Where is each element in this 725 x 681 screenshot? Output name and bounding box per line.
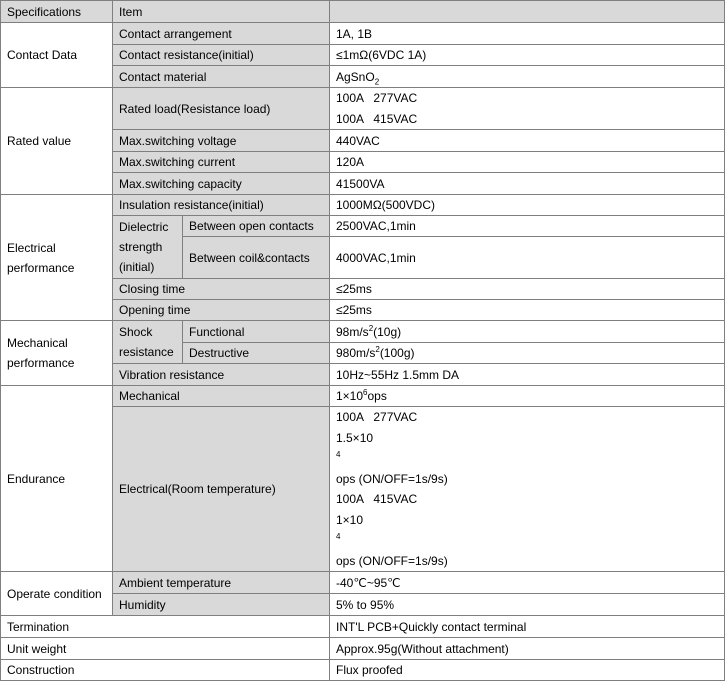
destructive-value bbox=[330, 343, 725, 364]
functional-value-sup: 2 bbox=[368, 323, 374, 333]
mechanical-endurance-post: ops bbox=[367, 389, 387, 403]
functional-value-post: (10g) bbox=[373, 324, 402, 339]
operate-condition-label: Operate condition bbox=[1, 572, 113, 616]
line-1-right-sup: 4 bbox=[336, 450, 341, 459]
termination-value: INT'L PCB+Quickly contact terminal bbox=[330, 616, 725, 638]
ambient-temperature-row bbox=[1, 572, 725, 594]
ambient-temperature-value: -40℃~95℃ bbox=[330, 572, 725, 594]
electrical-endurance-line-1 bbox=[336, 407, 718, 489]
contact-arrangement-item: Contact arrangement bbox=[113, 23, 330, 45]
contact-material-item: Contact material bbox=[113, 66, 330, 88]
construction-value: Flux proofed bbox=[330, 660, 725, 681]
electrical-endurance-line-1-left: 100A 277VAC bbox=[336, 410, 418, 424]
line-1-right-post: ops (ON/OFF=1s/9s) bbox=[336, 471, 448, 486]
dielectric-label-line-2: strength bbox=[119, 240, 163, 254]
humidity-item: Humidity bbox=[113, 594, 330, 616]
contact-arrangement-row bbox=[1, 23, 725, 45]
dielectric-label-line-1: Dielectric bbox=[119, 220, 169, 234]
mechanical-endurance-pre: 1×10 bbox=[336, 389, 364, 403]
line-2-right-pre: 1×10 bbox=[336, 512, 364, 527]
shock-label-line-1: Shock bbox=[119, 325, 153, 339]
coil-contacts-value: 4000VAC,1min bbox=[330, 237, 725, 279]
destructive-item: Destructive bbox=[183, 343, 330, 364]
contact-arrangement-value: 1A, 1B bbox=[330, 23, 725, 45]
closing-time-item: Closing time bbox=[113, 279, 330, 300]
electrical-endurance-line-2-left: 100A 415VAC bbox=[336, 492, 418, 506]
functional-value bbox=[330, 321, 725, 343]
closing-time-value: ≤25ms bbox=[330, 279, 725, 300]
open-contacts-item: Between open contacts bbox=[183, 216, 330, 237]
contact-material-subscript: 2 bbox=[374, 76, 380, 86]
electrical-performance-label-line-1: Electrical bbox=[7, 240, 56, 255]
header-value bbox=[330, 1, 725, 23]
endurance-label: Endurance bbox=[1, 386, 113, 572]
opening-time-value: ≤25ms bbox=[330, 300, 725, 321]
destructive-value-sup: 2 bbox=[375, 345, 380, 354]
open-contacts-value: 2500VAC,1min bbox=[330, 216, 725, 237]
termination-row bbox=[1, 616, 725, 638]
contact-resistance-item: Contact resistance(initial) bbox=[113, 45, 330, 66]
functional-value-pre: 98m/s bbox=[336, 324, 369, 339]
rated-load-row bbox=[1, 88, 725, 130]
header-row bbox=[1, 1, 725, 23]
electrical-performance-label-line-2: performance bbox=[7, 260, 75, 275]
electrical-endurance-item: Electrical(Room temperature) bbox=[113, 407, 330, 572]
mechanical-endurance-row bbox=[1, 386, 725, 407]
mechanical-performance-label-line-1: Mechanical bbox=[7, 336, 68, 350]
dielectric-strength-label bbox=[113, 216, 183, 279]
unit-weight-value: Approx.95g(Without attachment) bbox=[330, 638, 725, 660]
electrical-endurance-line-2-right bbox=[336, 510, 718, 572]
mechanical-performance-label-line-2: performance bbox=[7, 356, 75, 370]
line-2-right-post: ops (ON/OFF=1s/9s) bbox=[336, 553, 448, 568]
max-switching-capacity-item: Max.switching capacity bbox=[113, 173, 330, 195]
functional-item: Functional bbox=[183, 321, 330, 343]
construction-row bbox=[1, 660, 725, 681]
electrical-performance-label bbox=[1, 195, 113, 321]
line-2-right-sup: 4 bbox=[336, 532, 341, 541]
mechanical-endurance-item: Mechanical bbox=[113, 386, 330, 407]
max-switching-capacity-value: 41500VA bbox=[330, 173, 725, 195]
mechanical-endurance-value bbox=[330, 386, 725, 407]
electrical-endurance-line-1-right bbox=[336, 428, 718, 490]
rated-load-line-2: 100A 415VAC bbox=[336, 111, 418, 126]
shock-label-line-2: resistance bbox=[119, 345, 174, 359]
unit-weight-label: Unit weight bbox=[1, 638, 330, 660]
max-switching-current-item: Max.switching current bbox=[113, 152, 330, 173]
functional-row bbox=[1, 321, 725, 343]
contact-resistance-value: ≤1mΩ(6VDC 1A) bbox=[330, 45, 725, 66]
contact-material-value bbox=[330, 66, 725, 88]
mechanical-endurance-sup: 6 bbox=[363, 388, 368, 397]
insulation-resistance-value: 1000MΩ(500VDC) bbox=[330, 195, 725, 216]
max-switching-voltage-value: 440VAC bbox=[330, 130, 725, 152]
rated-load-value bbox=[330, 88, 725, 130]
dielectric-label-line-3: (initial) bbox=[119, 260, 155, 274]
vibration-resistance-item: Vibration resistance bbox=[113, 364, 330, 386]
max-switching-current-value: 120A bbox=[330, 152, 725, 173]
construction-label: Construction bbox=[1, 660, 330, 681]
rated-value-label: Rated value bbox=[1, 88, 113, 195]
ambient-temperature-item: Ambient temperature bbox=[113, 572, 330, 594]
rated-load-item: Rated load(Resistance load) bbox=[113, 88, 330, 130]
insulation-resistance-row bbox=[1, 195, 725, 216]
unit-weight-row bbox=[1, 638, 725, 660]
insulation-resistance-item: Insulation resistance(initial) bbox=[113, 195, 330, 216]
electrical-endurance-line-2 bbox=[336, 489, 718, 571]
shock-resistance-label bbox=[113, 321, 183, 364]
coil-contacts-item: Between coil&contacts bbox=[183, 237, 330, 279]
humidity-value: 5% to 95% bbox=[330, 594, 725, 616]
vibration-resistance-value: 10Hz~55Hz 1.5mm DA bbox=[330, 364, 725, 386]
destructive-value-pre: 980m/s bbox=[336, 346, 376, 360]
rated-load-line-1: 100A 277VAC bbox=[336, 91, 418, 105]
destructive-value-post: (100g) bbox=[379, 346, 415, 360]
electrical-endurance-value bbox=[330, 407, 725, 572]
line-1-right-pre: 1.5×10 bbox=[336, 430, 374, 445]
opening-time-item: Opening time bbox=[113, 300, 330, 321]
header-item: Item bbox=[113, 1, 330, 23]
contact-data-label: Contact Data bbox=[1, 23, 113, 88]
mechanical-performance-label bbox=[1, 321, 113, 386]
termination-label: Termination bbox=[1, 616, 330, 638]
header-specifications: Specifications bbox=[1, 1, 113, 23]
max-switching-voltage-item: Max.switching voltage bbox=[113, 130, 330, 152]
contact-material-main: AgSnO bbox=[336, 69, 375, 84]
